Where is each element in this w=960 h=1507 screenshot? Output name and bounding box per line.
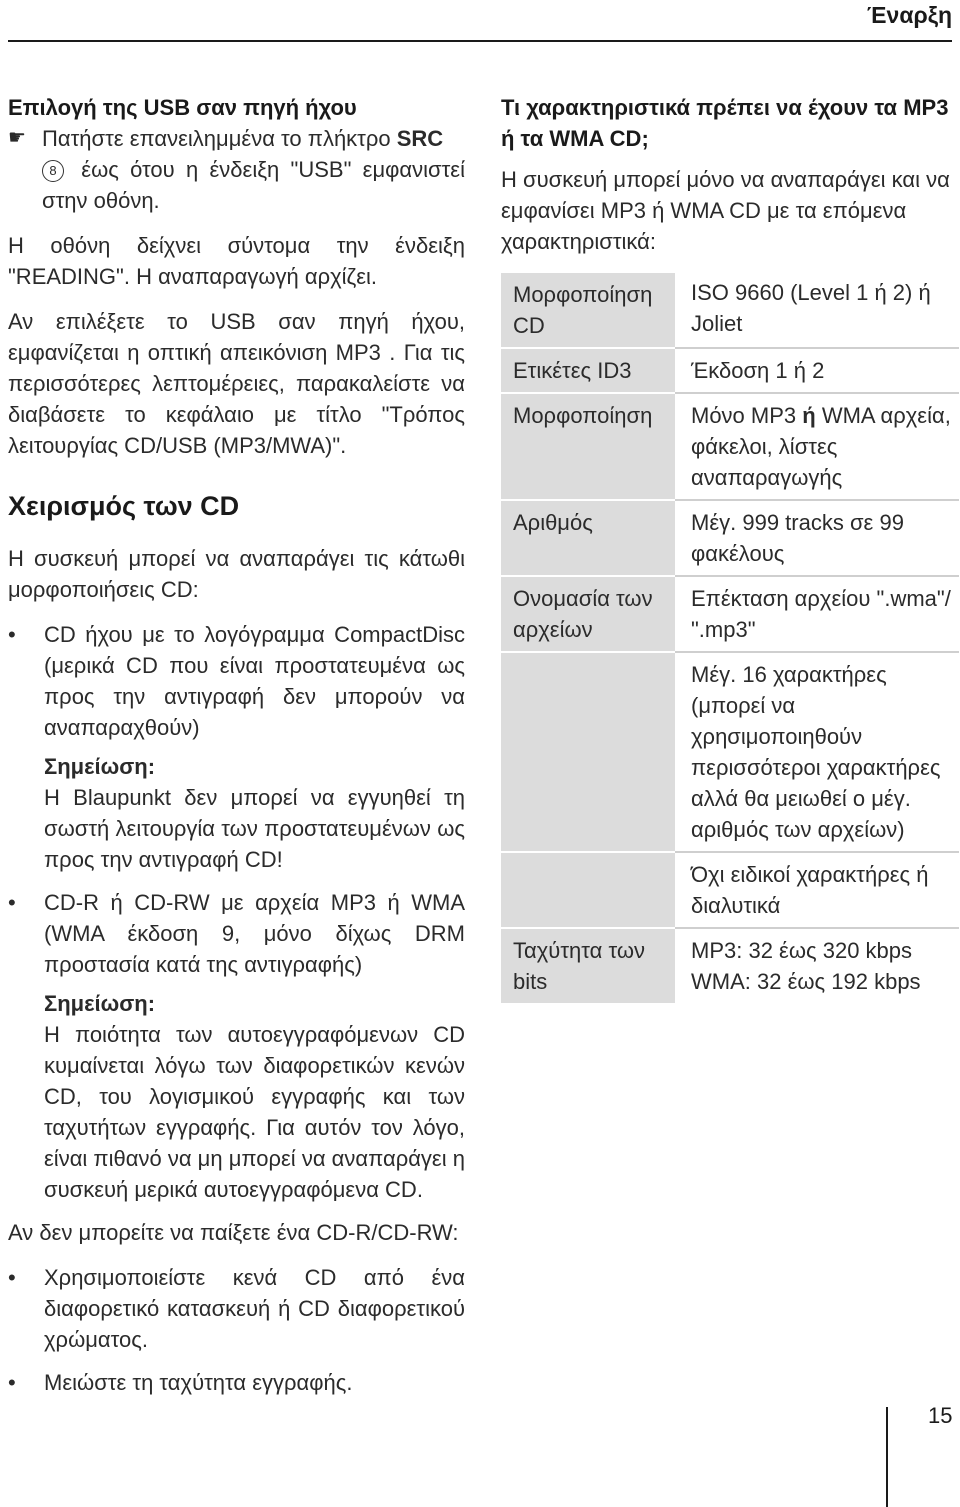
table-row xyxy=(501,271,959,347)
bullet-text: Μειώστε τη ταχύτητα εγγραφής. xyxy=(44,1370,353,1395)
list-item xyxy=(8,1262,465,1355)
spec-key xyxy=(501,851,675,927)
list-item xyxy=(8,619,465,875)
bullet-text: CD ήχου με το λογόγραμμα CompactDisc (μερικά CD που είναι προστατευμένα ως προς την αντιγραφή δεν μπορούν να αναπαραχθούν) xyxy=(44,622,465,740)
reading-paragraph: Η οθόνη δείχνει σύντομα την ένδειξη "READING". Η αναπαραγωγή αρχίζει. xyxy=(8,233,465,289)
page-header-title: Έναρξη xyxy=(866,2,952,28)
note-text: Η Blaupunkt δεν μπορεί να εγγυηθεί τη σωστή λειτουργία των προστατευμένων ως προς την αντιγραφή CD! xyxy=(44,785,465,872)
spec-value xyxy=(675,927,959,1003)
bullet-icon: • xyxy=(8,622,16,647)
mp3-intro-paragraph: Η συσκευή μπορεί μόνο να αναπαράγει και να εμφανίσει MP3 ή WMA CD με τα επόμενα χαρακτηριστικά: xyxy=(501,167,950,254)
table-row xyxy=(501,651,959,851)
spec-key: Ετικέτες ID3 xyxy=(501,347,675,392)
note-heading: Σημείωση: xyxy=(44,754,156,779)
table-row xyxy=(501,927,959,1003)
usb-visual-paragraph: Αν επιλέξετε το USB σαν πηγή ήχου, εμφανίζεται η οπτική απεικόνιση MP3 . Για τις περισσότερες λεπτομέρειες, παρακαλείστε να διαβάσετε το κεφάλαιο με τίτλο "Τρόπος λειτουργίας CD/USB (MP3/MWA)". xyxy=(8,309,465,458)
note-heading: Σημείωση: xyxy=(44,991,156,1016)
header-divider xyxy=(8,40,952,42)
bullet-text: CD-R ή CD-RW με αρχεία MP3 ή WMA (WMA έκδοση 9, μόνο δίχως DRM προστασία κατά της αντιγραφής) xyxy=(44,890,465,977)
list-item xyxy=(8,887,465,1205)
cd-section-heading: Χειρισμός των CD xyxy=(8,491,240,521)
usb-section-heading: Επιλογή της USB σαν πηγή ήχου xyxy=(8,95,357,120)
spec-value: Μέγ. 999 tracks σε 99 φακέλους xyxy=(675,499,959,575)
pointing-hand-icon: ☛ xyxy=(8,127,26,149)
note-text: Η ποιότητα των αυτοεγγραφόμενων CD κυμαίνεται λόγω των διαφορετικών κενών CD, του λογισμικού εγγραφής και των ταχυτήτων εγγραφής. Για αυτόν τον λόγο, είναι πιθανό να μη μπορεί να αναπαράγει η συσκευή μερικά αυτοεγγραφόμενα CD. xyxy=(44,1022,465,1202)
page-number: 15 xyxy=(928,1403,953,1428)
spec-key: Αριθμός xyxy=(501,499,675,575)
spec-key xyxy=(501,651,675,851)
right-column xyxy=(501,92,953,1003)
bullet-icon: • xyxy=(8,1370,16,1395)
spec-value: Όχι ειδικοί χαρακτήρες ή διαλυτικά xyxy=(675,851,959,927)
spec-value-part: Μόνο MP3 xyxy=(691,403,803,428)
table-row xyxy=(501,347,959,392)
left-column xyxy=(8,92,465,1410)
spec-value: Μέγ. 16 χαρακτήρες (μπορεί να χρησιμοποιηθούν περισσότεροι χαρακτήρες αλλά θα μειωθεί ο μέγ. αριθμός των αρχείων) xyxy=(675,651,959,851)
spec-value: ISO 9660 (Level 1 ή 2) ή Joliet xyxy=(675,271,959,347)
spec-value: Επέκταση αρχείου ".wma"/ ".mp3" xyxy=(675,575,959,651)
spec-value-line: WMA: 32 έως 192 kbps xyxy=(691,969,921,994)
spec-key: Μορφοποίηση CD xyxy=(501,271,675,347)
table-row xyxy=(501,392,959,499)
step-text-a: Πατήστε επανειλημμένα το πλήκτρο xyxy=(42,126,397,151)
table-row xyxy=(501,499,959,575)
bullet-icon: • xyxy=(8,1265,16,1290)
spec-value-part: WMA αρχεία, φάκελοι, λίστες αναπαραγωγής xyxy=(691,403,951,490)
spec-value-bold: ή xyxy=(802,403,816,428)
table-row xyxy=(501,851,959,927)
spec-value xyxy=(675,392,959,499)
spec-key: Μορφοποίηση xyxy=(501,392,675,499)
mp3-section-heading: Τι χαρακτηριστικά πρέπει να έχουν τα MP3 ή τα WMA CD; xyxy=(501,95,949,151)
spec-table xyxy=(501,271,959,1003)
cd-intro-paragraph: Η συσκευή μπορεί να αναπαράγει τις κάτωθι μορφοποιήσεις CD: xyxy=(8,546,465,602)
table-row xyxy=(501,575,959,651)
page-number-divider xyxy=(886,1407,888,1507)
instruction-step xyxy=(8,123,465,216)
spec-key: Ονομασία των αρχείων xyxy=(501,575,675,651)
step-text-b: έως ότου η ένδειξη "USB" εμφανιστεί στην οθόνη. xyxy=(42,157,465,213)
spec-value: Έκδοση 1 ή 2 xyxy=(675,347,959,392)
list-item xyxy=(8,1367,465,1398)
cannot-play-paragraph: Αν δεν μπορείτε να παίξετε ένα CD-R/CD-RW: xyxy=(8,1220,459,1245)
spec-value-line: MP3: 32 έως 320 kbps xyxy=(691,938,913,963)
key-number-badge: 8 xyxy=(42,160,64,182)
bullet-icon: • xyxy=(8,890,16,915)
spec-key: Ταχύτητα των bits xyxy=(501,927,675,1003)
src-key-label: SRC xyxy=(396,126,444,151)
bullet-text: Χρησιμοποιείστε κενά CD από ένα διαφορετικό κατασκευή ή CD διαφορετικού χρώματος. xyxy=(44,1265,465,1352)
